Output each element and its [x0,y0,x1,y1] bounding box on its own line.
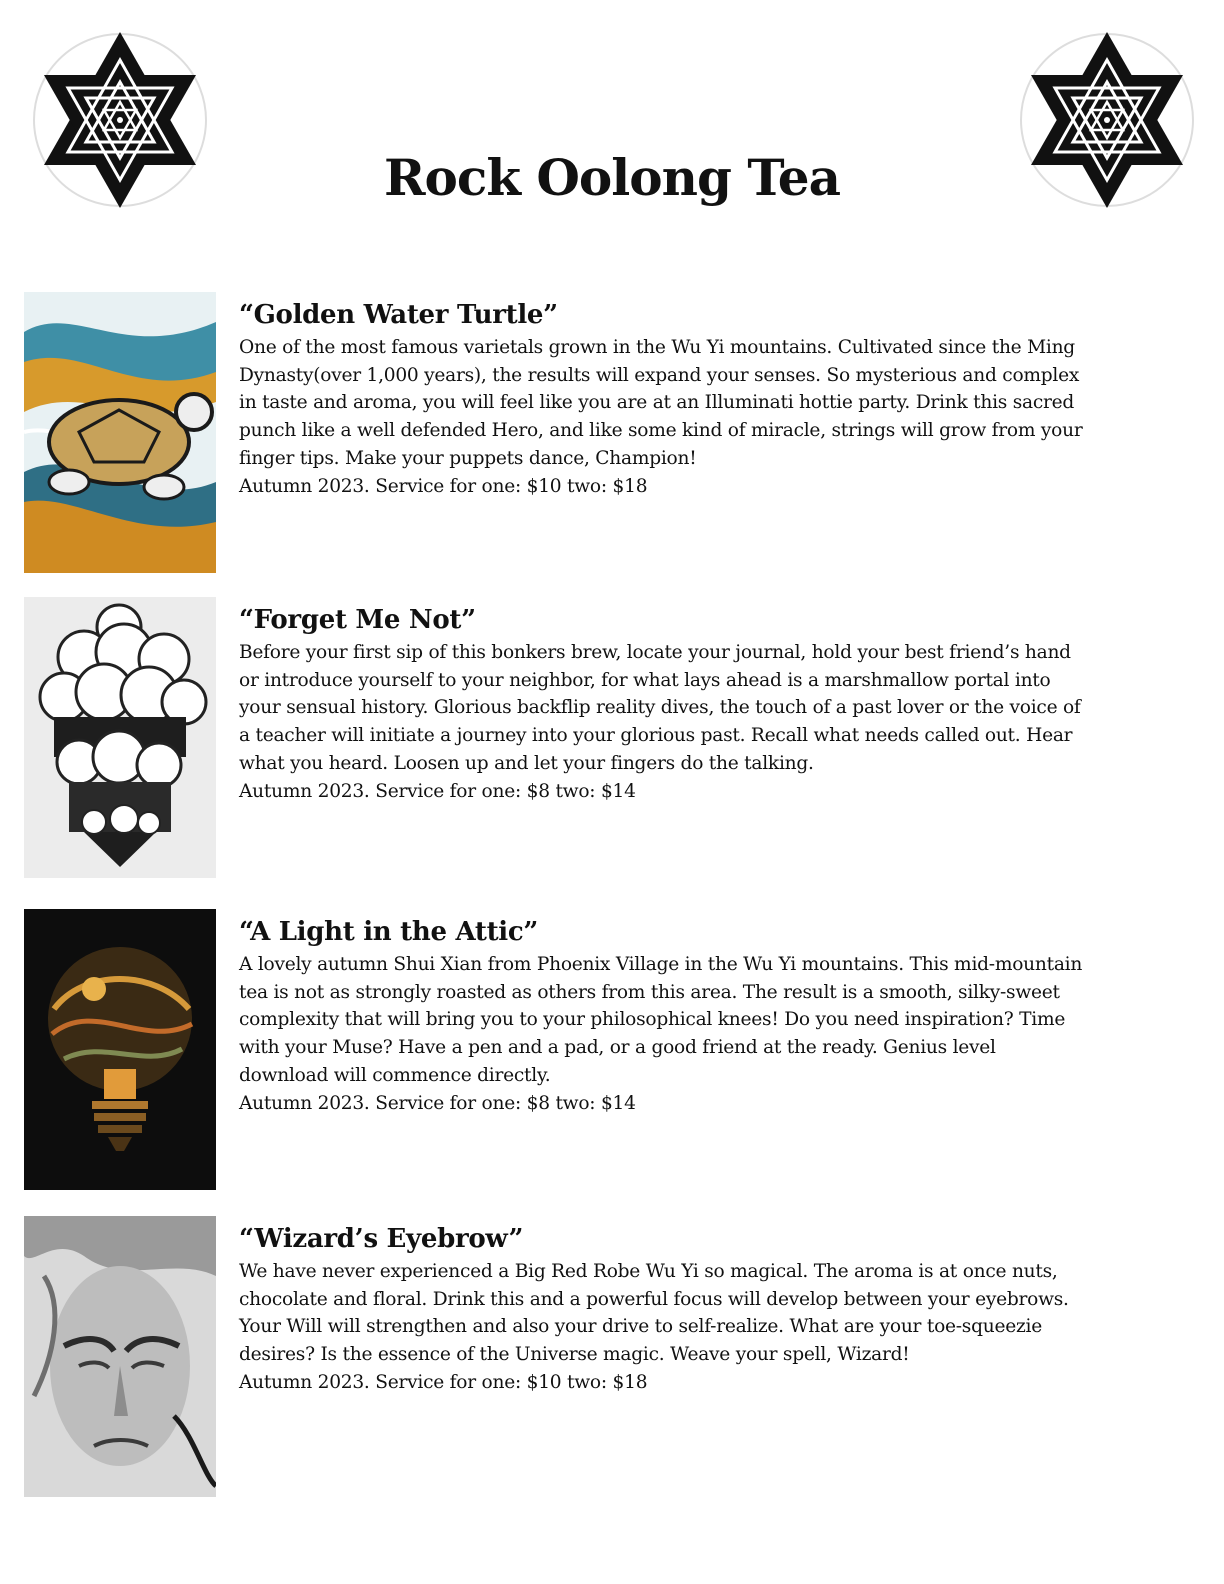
tea-price: Autumn 2023. Service for one: $10 two: $18 [239,475,648,497]
clouds-illustration [24,597,216,878]
turtle-illustration [24,292,216,573]
tea-description: One of the most famous varietals grown in the Wu Yi mountains. Cultivated since the Ming Dynasty(over 1,000 years), the results will expand your senses. So mysterious and complex in taste and aroma, you will feel like you are at an Illuminati hottie party. Drink this sacred punch like a well defended Hero, and like some kind of miracle, strings will grow from your finger tips. Make your puppets dance, Champion! [239,337,1083,469]
tea-name: “Forget Me Not” [239,605,476,635]
tea-price: Autumn 2023. Service for one: $8 two: $14 [239,1092,636,1114]
tea-description: We have never experienced a Big Red Robe Wu Yi so magical. The aroma is at once nuts, chocolate and floral. Drink this and a powerful focus will develop between your eyebrows. Your Will will strengthen and also your drive to self-realize. What are your toe-squeezie desires? Is the essence of the Universe magic. Weave your spell, Wizard! [239,1261,1069,1366]
tea-name: “Wizard’s Eyebrow” [239,1224,524,1254]
tea-price: Autumn 2023. Service for one: $8 two: $14 [239,780,636,802]
lightbulb-illustration [24,909,216,1190]
tea-price: Autumn 2023. Service for one: $10 two: $18 [239,1371,648,1393]
wizard-face-illustration [24,1216,216,1497]
tea-description: A lovely autumn Shui Xian from Phoenix Village in the Wu Yi mountains. This mid-mountain tea is not as strongly roasted as others from this area. The result is a smooth, silky-sweet complexity that will bring you to your philosophical knees! Do you need inspiration? Time with your Muse? Have a pen and a pad, or a good friend at the ready. Genius level download will commence directly. [239,954,1083,1086]
tea-name: “Golden Water Turtle” [239,300,558,330]
page-title: Rock Oolong Tea [383,148,841,207]
tea-description: Before your first sip of this bonkers brew, locate your journal, hold your best friend’s hand or introduce yourself to your neighbor, for what lays ahead is a marshmallow portal into your sensual history. Glorious backflip reality dives, the touch of a past lover or the voice of a teacher will initiate a journey into your glorious past. Recall what needs called out. Hear what you heard. Loosen up and let your fingers do the talking. [239,642,1081,774]
tea-name: “A Light in the Attic” [239,917,539,947]
